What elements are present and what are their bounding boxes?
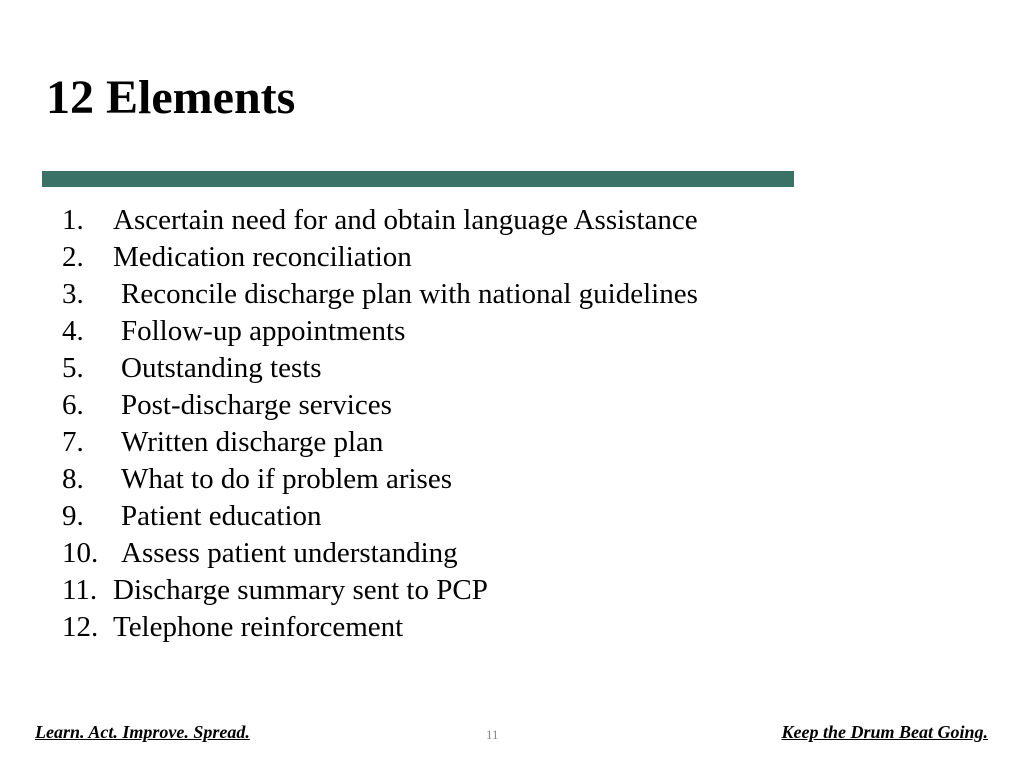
item-text: Written discharge plan <box>121 426 384 458</box>
list-item <box>62 239 412 276</box>
item-text: Ascertain need for and obtain language Assistance <box>113 204 698 236</box>
list-item <box>62 313 406 350</box>
list-item <box>62 535 458 572</box>
list-item <box>62 424 384 461</box>
list-item <box>62 387 392 424</box>
item-number: 1. <box>62 204 84 236</box>
list-item <box>62 498 322 535</box>
item-number: 12. <box>62 611 99 643</box>
list-item <box>62 609 404 646</box>
item-number: 8. <box>62 463 84 495</box>
item-number: 5. <box>62 352 84 384</box>
list-item <box>62 572 488 609</box>
item-text: Post-discharge services <box>121 389 392 421</box>
item-text: Assess patient understanding <box>121 537 458 569</box>
item-text: Patient education <box>121 500 322 532</box>
item-number: 6. <box>62 389 84 421</box>
item-number: 11. <box>62 574 98 606</box>
list-item <box>62 461 452 498</box>
item-number: 2. <box>62 241 84 273</box>
title-divider <box>42 171 794 187</box>
item-text: Outstanding tests <box>121 352 322 384</box>
page-number: 11 <box>486 727 499 742</box>
item-number: 10. <box>62 537 99 569</box>
slide-title: 12 Elements <box>46 71 296 124</box>
footer-slogan-left: Learn. Act. Improve. Spread. <box>35 722 250 742</box>
item-number: 3. <box>62 278 84 310</box>
item-text: Reconcile discharge plan with national guidelines <box>121 278 698 310</box>
list-item <box>62 350 322 387</box>
item-text: What to do if problem arises <box>121 463 452 495</box>
item-text: Follow-up appointments <box>121 315 406 347</box>
item-number: 7. <box>62 426 84 458</box>
list-item <box>62 202 698 239</box>
item-number: 4. <box>62 315 84 347</box>
item-text: Telephone reinforcement <box>113 611 404 643</box>
item-number: 9. <box>62 500 84 532</box>
footer-slogan-right: Keep the Drum Beat Going. <box>781 722 988 742</box>
list-item <box>62 276 698 313</box>
item-text: Medication reconciliation <box>113 241 412 273</box>
item-text: Discharge summary sent to PCP <box>113 574 488 606</box>
elements-list <box>62 202 698 646</box>
